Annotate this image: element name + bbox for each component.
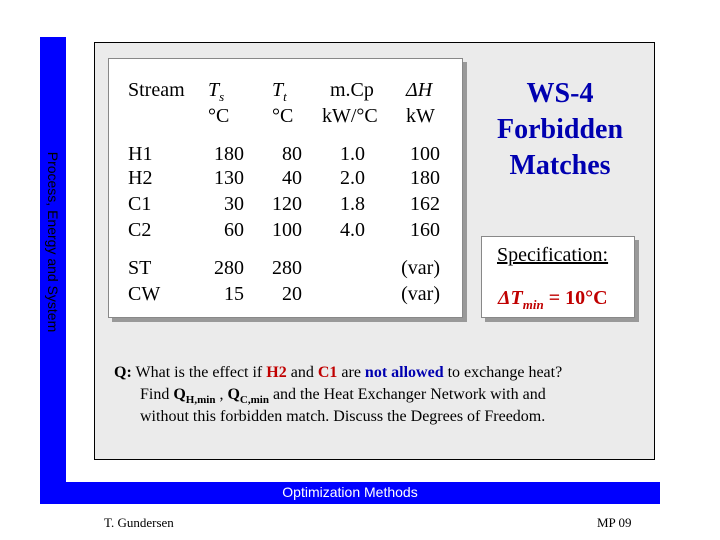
- row-tt: 80: [282, 143, 302, 165]
- bottom-bar: [40, 482, 660, 504]
- row-tt: 120: [272, 193, 302, 215]
- header-ts-unit: °C: [208, 105, 230, 127]
- row-mcp: 2.0: [340, 167, 365, 189]
- row-tt: 280: [272, 257, 302, 279]
- header-tt: $T_t$: [272, 79, 287, 104]
- row-dh: 160: [410, 219, 440, 241]
- row-mcp: 4.0: [340, 219, 365, 241]
- row-tt: 40: [282, 167, 302, 189]
- header-dh-unit: kW: [406, 105, 435, 127]
- slide-title-line1: WS-4: [526, 78, 594, 109]
- header-tt-unit: °C: [272, 105, 294, 127]
- side-label-text: Process, Energy and System: [45, 151, 61, 333]
- question-line-1: Q: What is the effect if H2 and C1 are not allowed to exchange heat?: [114, 364, 563, 381]
- row-stream: CW: [128, 283, 161, 305]
- header-mcp: m.Cp: [330, 79, 374, 101]
- row-mcp: 1.8: [340, 193, 365, 215]
- row-ts: 130: [214, 167, 244, 189]
- row-mcp: 1.0: [340, 143, 365, 165]
- specification-label: Specification:: [497, 244, 609, 266]
- header-dh: ΔH: [406, 79, 433, 101]
- row-stream: C2: [128, 219, 152, 241]
- row-stream: ST: [128, 257, 152, 279]
- slide-title-line2: Forbidden: [496, 114, 624, 145]
- row-dh: 162: [410, 193, 440, 215]
- row-dh: 180: [410, 167, 440, 189]
- row-dh: (var): [401, 283, 440, 305]
- row-ts: 280: [214, 257, 244, 279]
- header-stream: Stream: [128, 79, 185, 101]
- header-ts: $T_s$: [208, 79, 225, 104]
- row-dh: (var): [401, 257, 440, 279]
- row-ts: 180: [214, 143, 244, 165]
- row-dh: 100: [410, 143, 440, 165]
- header-mcp-unit: kW/°C: [322, 105, 378, 127]
- dtmin-value: $\Delta T_{min} = 10^\circ C$: [498, 287, 608, 312]
- row-stream: H1: [128, 143, 153, 165]
- bottom-bar-text: Optimization Methods: [282, 484, 418, 500]
- row-stream: C1: [128, 193, 152, 215]
- row-ts: 15: [224, 283, 244, 305]
- slide-title-line3: Matches: [509, 150, 611, 181]
- footer-page-number: MP 09: [597, 515, 632, 530]
- row-tt: 100: [272, 219, 302, 241]
- question-line-2: Find $Q_{H,min}$ , $Q_{C,min}$ and the Heat Exchanger Network with and: [140, 386, 546, 407]
- slide-title: [482, 76, 638, 184]
- row-tt: 20: [282, 283, 302, 305]
- footer-author: T. Gundersen: [104, 515, 174, 530]
- row-ts: 30: [224, 193, 244, 215]
- row-ts: 60: [224, 219, 244, 241]
- row-stream: H2: [128, 167, 153, 189]
- question-line-3: without this forbidden match. Discuss the Degrees of Freedom.: [140, 408, 546, 425]
